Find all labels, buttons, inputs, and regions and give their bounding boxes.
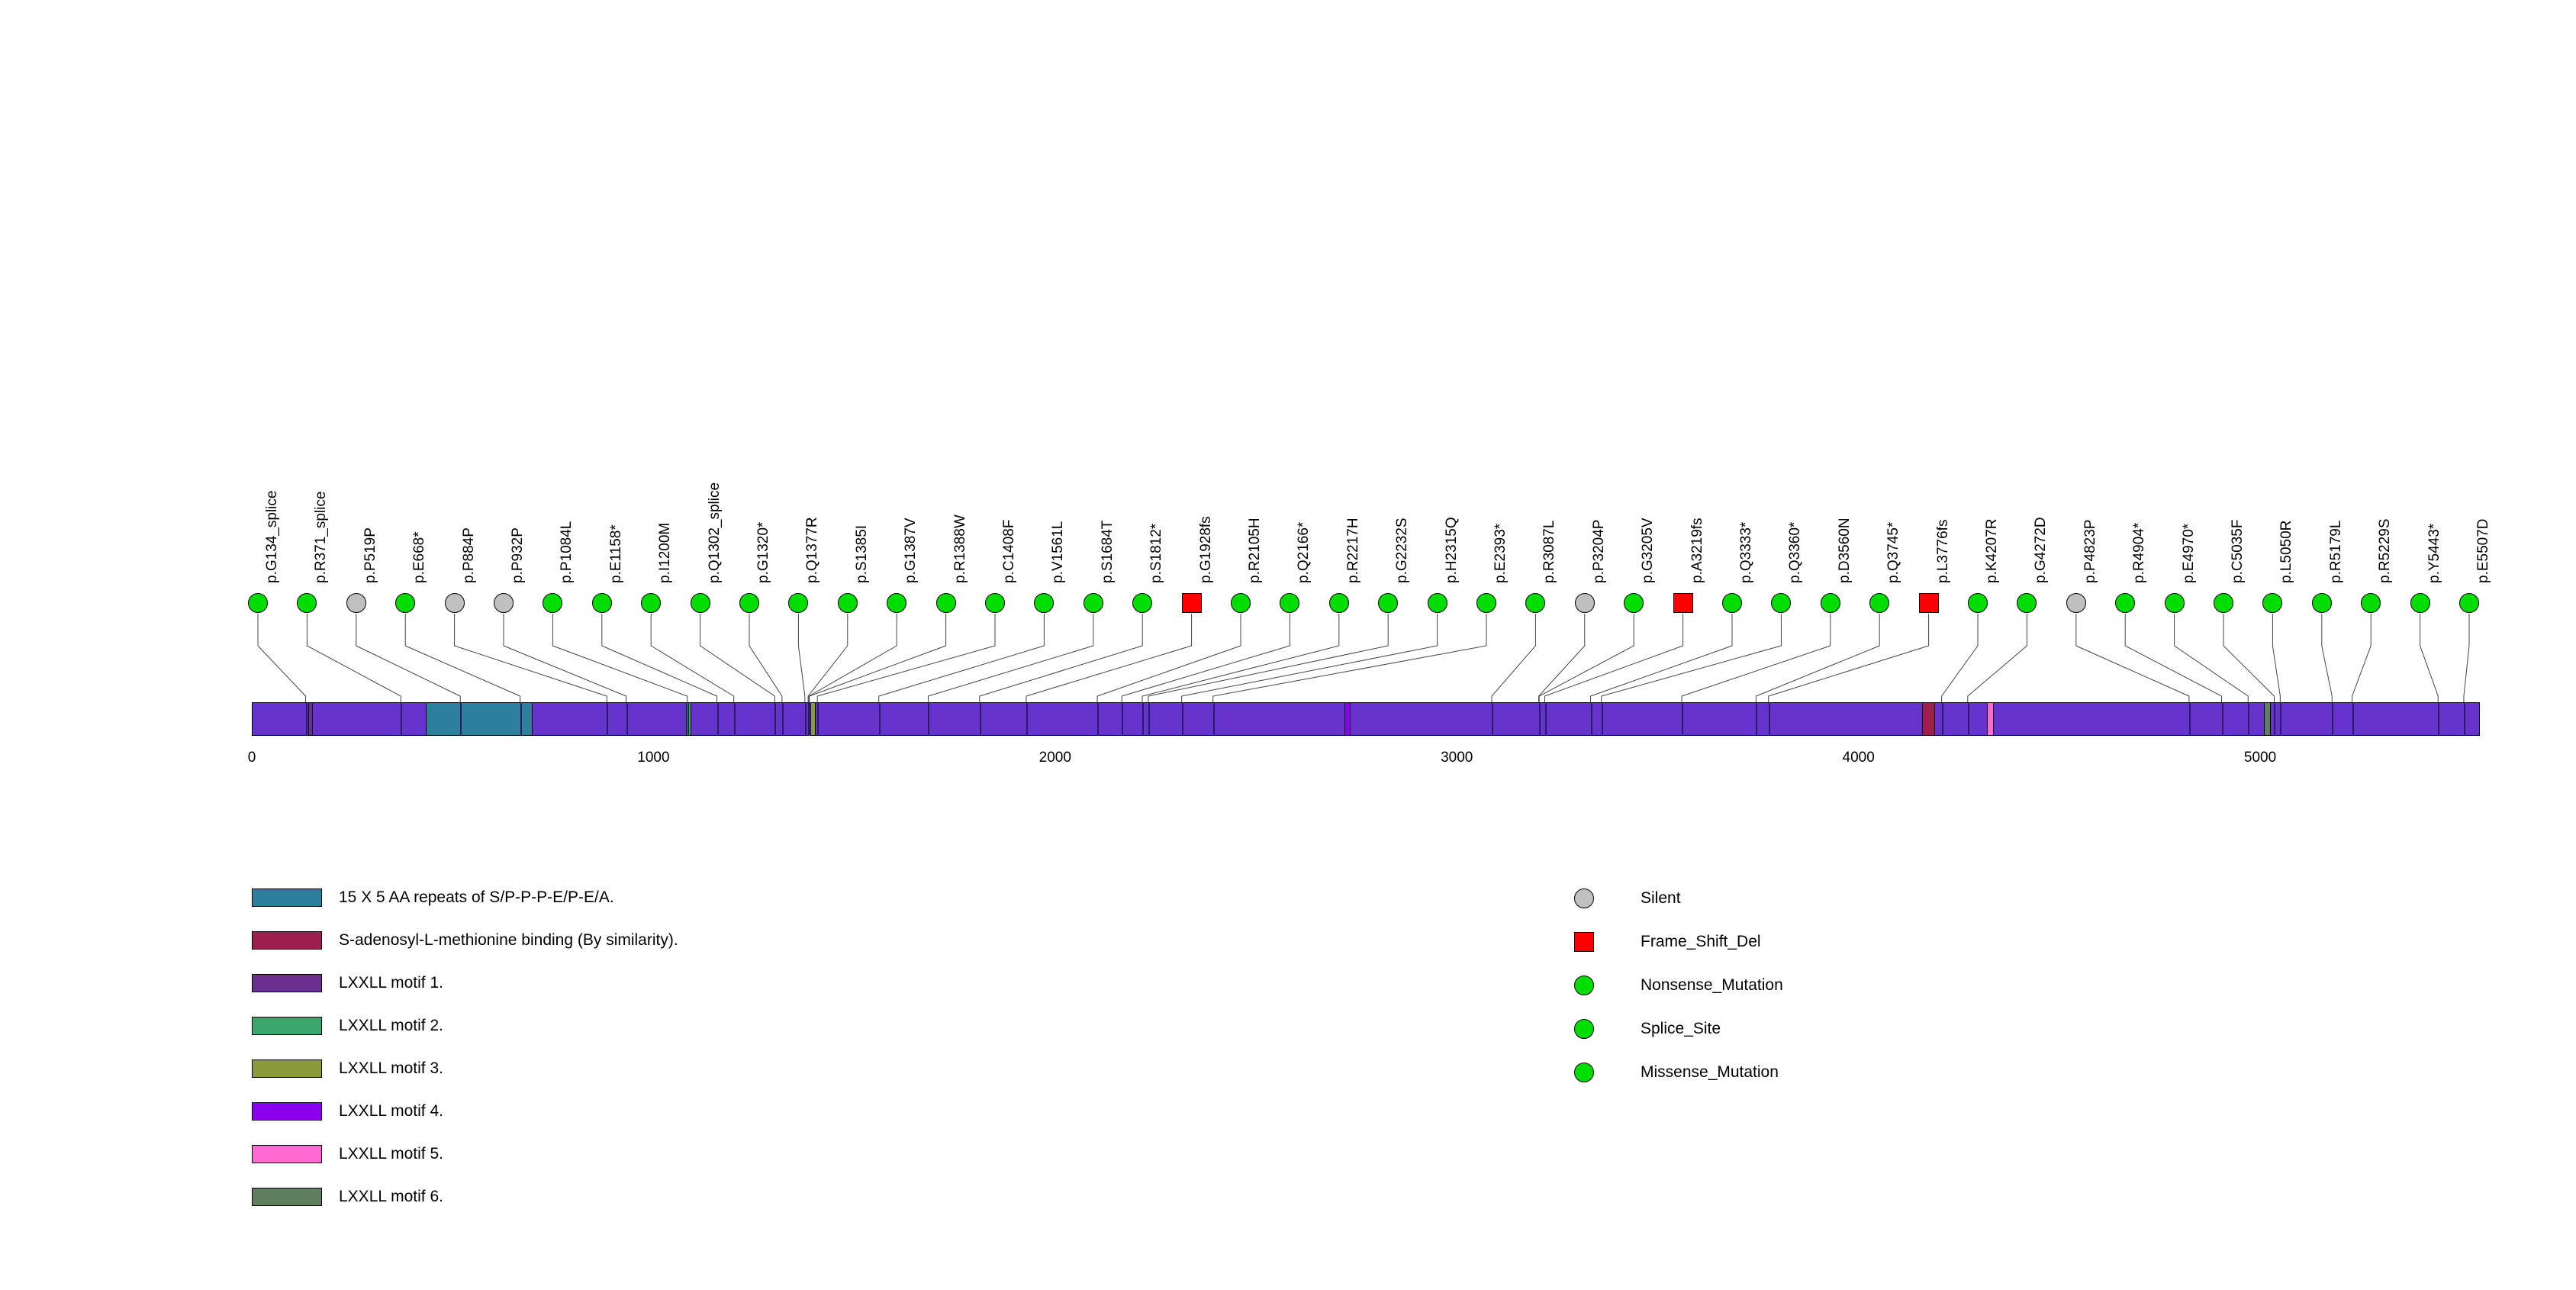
mutation-marker[interactable] [297,593,317,613]
mutation-marker[interactable] [2017,593,2037,613]
mutation-legend-swatch [1574,976,1594,995]
mutation-marker-wrap[interactable] [2165,593,2185,613]
domain-legend-item[interactable] [252,1047,678,1090]
mutation-marker-wrap[interactable] [543,593,562,613]
mutation-marker[interactable] [838,593,858,613]
mutation-marker[interactable] [2165,593,2185,613]
mutation-label: p.G134_splice [264,490,280,583]
mutation-marker-wrap[interactable] [887,593,906,613]
domain-legend-label: LXXLL motif 6. [339,1188,443,1205]
mutation-marker-wrap[interactable] [592,593,612,613]
mutation-label: p.Q1377R [804,517,821,583]
mutation-label: p.R3087L [1541,520,1558,583]
mutation-label: p.S1812* [1148,523,1165,583]
mutation-marker[interactable] [936,593,956,613]
mutation-position-tick [717,702,719,736]
domain-legend-item[interactable] [252,876,678,919]
mutation-marker-wrap[interactable] [2214,593,2233,613]
domain-box[interactable] [2264,702,2270,736]
mutation-marker-wrap[interactable] [346,593,366,613]
mutation-position-tick [2274,702,2275,736]
mutation-marker-wrap[interactable] [1722,593,1742,613]
domain-legend-item[interactable] [252,1176,678,1218]
mutation-position-tick [2222,702,2223,736]
mutation-position-tick [980,702,981,736]
mutation-label: p.L3776fs [1934,519,1951,583]
axis-tick-label: 3000 [1441,750,1473,766]
domain-legend-item[interactable] [252,919,678,962]
mutation-marker-wrap[interactable] [1428,593,1447,613]
mutation-legend-swatch-wrap [1549,932,1619,952]
domain-legend-swatch [252,974,322,992]
mutation-position-tick [2438,702,2439,736]
mutation-label: p.H2315Q [1443,517,1460,583]
mutation-legend-item[interactable] [1549,963,1783,1007]
mutation-marker[interactable] [2115,593,2135,613]
axis-tick-label: 5000 [2243,750,2277,766]
mutation-position-tick [2189,702,2191,736]
mutation-label: p.R5229S [2377,518,2394,583]
mutation-marker[interactable] [1673,593,1693,613]
mutation-label: p.E2393* [1492,523,1509,583]
mutation-label: p.I1200M [657,522,674,583]
domain-box[interactable] [426,702,533,736]
mutation-marker-wrap[interactable] [1771,593,1791,613]
domain-legend-item[interactable] [252,962,678,1005]
mutation-position-tick [928,702,929,736]
mutation-marker[interactable] [1182,593,1202,613]
mutation-legend-swatch-wrap [1549,1063,1619,1082]
mutation-legend-label: Missense_Mutation [1641,1063,1779,1081]
mutation-marker[interactable] [788,593,808,613]
mutation-marker[interactable] [641,593,661,613]
mutation-position-tick [1492,702,1493,736]
mutation-marker[interactable] [1084,593,1103,613]
mutation-position-tick [1148,702,1150,736]
mutation-marker[interactable] [739,593,759,613]
mutation-marker-wrap[interactable] [739,593,759,613]
mutation-legend-swatch-wrap [1549,1019,1619,1039]
mutation-marker[interactable] [1476,593,1496,613]
mutation-legend-swatch [1574,1019,1594,1039]
mutation-marker-wrap[interactable] [1624,593,1644,613]
mutation-position-tick [2248,702,2249,736]
domain-legend-label: 15 X 5 AA repeats of S/P-P-P-E/P-E/A. [339,888,614,906]
mutation-label: p.C5035F [2230,519,2246,583]
domain-box[interactable] [1344,702,1351,736]
mutation-marker-wrap[interactable] [2115,593,2135,613]
mutation-marker[interactable] [1624,593,1644,613]
mutation-marker-wrap[interactable] [1525,593,1545,613]
mutation-marker-wrap[interactable] [2361,593,2381,613]
mutation-label: p.G3205V [1640,518,1657,583]
mutation-label: p.D3560N [1836,518,1853,583]
mutation-marker-wrap[interactable] [641,593,661,613]
mutation-position-tick [626,702,628,736]
mutation-legend-swatch [1574,888,1594,908]
mutation-marker[interactable] [1231,593,1251,613]
mutation-label: p.Q2166* [1296,521,1312,583]
mutation-legend-item[interactable] [1549,1050,1783,1094]
mutation-marker[interactable] [346,593,366,613]
mutation-marker-wrap[interactable] [1575,593,1595,613]
mutation-label: p.G1320* [755,521,771,583]
mutation-marker[interactable] [1919,593,1939,613]
mutation-legend-item[interactable] [1549,876,1783,920]
mutation-label: p.K4207R [1984,518,2000,583]
domain-legend-swatch [252,1102,322,1121]
mutation-label: p.Q3360* [1787,521,1804,583]
mutation-marker-wrap[interactable] [788,593,808,613]
mutation-position-tick [1942,702,1943,736]
mutation-marker[interactable] [1722,593,1742,613]
mutation-legend-swatch [1574,1063,1594,1082]
domain-legend-swatch [252,1145,322,1163]
mutation-legend-swatch-wrap [1549,888,1619,908]
mutation-marker-wrap[interactable] [2262,593,2282,613]
mutation-label: p.P884P [460,527,477,583]
mutation-marker[interactable] [2459,593,2479,613]
mutation-marker-wrap[interactable] [1084,593,1103,613]
mutation-label: p.G1928fs [1197,516,1214,583]
domain-legend-swatch [252,888,322,907]
mutation-marker-wrap[interactable] [248,593,268,613]
mutation-position-tick [1545,702,1547,736]
mutation-position-tick [1213,702,1215,736]
mutation-label: p.P3204P [1590,519,1607,583]
mutation-type-legend [1549,876,1783,1094]
domain-legend-label: S-adenosyl-L-methionine binding (By similarity). [339,931,678,949]
mutation-marker-wrap[interactable] [1231,593,1251,613]
mutation-position-tick [1182,702,1183,736]
mutation-label: p.S1684T [1099,520,1116,583]
mutation-marker-wrap[interactable] [1476,593,1496,613]
mutation-marker[interactable] [543,593,562,613]
mutation-marker[interactable] [2312,593,2332,613]
mutation-marker-wrap[interactable] [2410,593,2430,613]
mutation-marker-wrap[interactable] [2017,593,2037,613]
mutation-position-tick [817,702,819,736]
mutation-position-tick [2464,702,2465,736]
mutation-position-tick [1682,702,1683,736]
domain-legend-item[interactable] [252,1133,678,1176]
mutation-marker[interactable] [2262,593,2282,613]
mutation-label: p.R2217H [1344,518,1361,583]
mutation-position-tick [810,702,811,736]
domain-legend [252,876,678,1218]
mutation-label: p.R5179L [2327,520,2344,583]
mutation-label: p.G4272D [2033,517,2050,583]
mutation-marker[interactable] [494,593,514,613]
mutation-marker-wrap[interactable] [297,593,317,613]
mutation-label: p.G1387V [903,518,919,583]
mutation-label: p.L5050R [2278,520,2295,583]
mutation-position-tick [1097,702,1099,736]
mutation-label: p.E668* [411,531,428,583]
mutation-label: p.G2232S [1394,518,1411,583]
mutation-label: p.E1158* [607,524,624,583]
mutation-position-tick [306,702,308,736]
position-axis [247,748,2480,779]
mutation-marker[interactable] [691,593,710,613]
mutation-marker-wrap[interactable] [2459,593,2479,613]
mutation-marker-wrap[interactable] [936,593,956,613]
domain-legend-item[interactable] [252,1090,678,1133]
mutation-position-tick [1026,702,1028,736]
domain-legend-item[interactable] [252,1005,678,1047]
domain-box[interactable] [1922,702,1935,736]
mutation-marker[interactable] [1132,593,1152,613]
mutation-position-tick [782,702,784,736]
mutation-marker-wrap[interactable] [985,593,1005,613]
mutation-legend-label: Splice_Site [1641,1019,1721,1037]
mutation-position-tick [1756,702,1757,736]
mutation-marker-wrap[interactable] [2066,593,2086,613]
domain-legend-label: LXXLL motif 2. [339,1017,443,1034]
mutation-marker-wrap[interactable] [1034,593,1054,613]
mutation-legend-swatch [1574,932,1594,952]
mutation-marker-wrap[interactable] [445,593,465,613]
mutation-position-tick [687,702,689,736]
mutation-marker-wrap[interactable] [1329,593,1349,613]
axis-tick-label: 0 [247,750,256,766]
domain-box[interactable] [308,702,313,736]
mutation-label: p.R1388W [952,514,968,583]
mutation-marker[interactable] [1034,593,1054,613]
mutation-marker[interactable] [2214,593,2233,613]
domain-legend-label: LXXLL motif 4. [339,1102,443,1120]
mutation-label: p.C1408F [1001,519,1017,583]
mutation-marker[interactable] [248,593,268,613]
mutation-position-tick [1769,702,1770,736]
mutation-marker[interactable] [1525,593,1545,613]
mutation-marker-wrap[interactable] [1132,593,1152,613]
mutation-marker-wrap[interactable] [1919,593,1939,613]
mutation-position-tick [2280,702,2281,736]
domain-legend-label: LXXLL motif 3. [339,1059,443,1077]
mutation-position-tick [1122,702,1123,736]
mutation-marker[interactable] [445,593,465,613]
mutation-position-tick [2352,702,2354,736]
mutation-marker-wrap[interactable] [1280,593,1299,613]
mutation-marker[interactable] [1428,593,1447,613]
mutation-marker[interactable] [887,593,906,613]
mutation-label: p.A3219fs [1689,518,1705,583]
mutation-marker-wrap[interactable] [1378,593,1398,613]
mutation-marker[interactable] [2066,593,2086,613]
domain-legend-label: LXXLL motif 5. [339,1145,443,1163]
mutation-marker[interactable] [1771,593,1791,613]
mutation-position-tick [879,702,881,736]
mutation-marker[interactable] [2361,593,2381,613]
mutation-marker-wrap[interactable] [691,593,710,613]
domain-legend-swatch [252,931,322,950]
mutation-position-tick [460,702,462,736]
mutation-marker[interactable] [1280,593,1299,613]
mutation-legend-label: Nonsense_Mutation [1641,976,1783,994]
mutation-marker[interactable] [1378,593,1398,613]
mutation-label: p.P1084L [559,521,575,583]
mutation-position-tick [401,702,402,736]
mutation-position-tick [607,702,608,736]
mutation-position-tick [1602,702,1603,736]
mutation-marker[interactable] [395,593,415,613]
mutation-label: p.E5507D [2475,518,2491,583]
axis-tick-label: 4000 [1842,750,1875,766]
mutation-legend-label: Frame_Shift_Del [1641,932,1761,950]
axis-tick-label: 1000 [637,750,670,766]
mutation-marker-wrap[interactable] [494,593,514,613]
mutation-marker-wrap[interactable] [1968,593,1988,613]
mutation-label: p.Y5443* [2426,523,2442,583]
domain-legend-swatch [252,1059,322,1078]
mutation-position-tick [520,702,522,736]
mutation-marker-wrap[interactable] [1821,593,1840,613]
mutation-marker[interactable] [1869,593,1889,613]
domain-box[interactable] [810,702,816,736]
mutation-marker-wrap[interactable] [838,593,858,613]
axis-tick-label: 2000 [1038,750,1071,766]
mutation-marker-wrap[interactable] [1673,593,1693,613]
domain-legend-label: LXXLL motif 1. [339,974,443,992]
mutation-marker[interactable] [2410,593,2430,613]
mutation-label: p.E4970* [2180,523,2197,583]
mutation-label: p.R371_splice [313,491,330,583]
mutation-position-tick [805,702,807,736]
mutation-label: p.P4823P [2082,519,2098,583]
protein-backbone [252,702,2480,736]
mutation-position-tick [1539,702,1541,736]
protein-track [252,702,2480,736]
domain-box[interactable] [1987,702,1993,736]
mutation-label: p.P932P [510,527,526,583]
mutation-position-tick [774,702,776,736]
mutation-position-tick [1968,702,1969,736]
mutation-label: p.R2105H [1247,518,1263,583]
mutation-legend-item[interactable] [1549,920,1783,963]
mutation-marker[interactable] [1968,593,1988,613]
mutation-label: p.Q1302_splice [706,482,723,583]
mutation-label: p.S1385I [853,524,870,583]
domain-legend-swatch [252,1017,322,1035]
mutation-marker[interactable] [1821,593,1840,613]
mutation-position-tick [2332,702,2333,736]
mutation-label: p.Q3333* [1738,521,1754,583]
mutation-position-tick [1142,702,1144,736]
mutation-label: p.P519P [362,527,378,583]
mutation-marker-wrap[interactable] [2312,593,2332,613]
mutation-position-tick [734,702,736,736]
mutation-legend-label: Silent [1641,888,1681,907]
mutation-marker[interactable] [1575,593,1595,613]
mutation-legend-item[interactable] [1549,1007,1783,1050]
mutation-marker[interactable] [985,593,1005,613]
mutation-marker[interactable] [1329,593,1349,613]
mutation-marker-wrap[interactable] [1182,593,1202,613]
mutation-label: p.R4904* [2131,522,2148,583]
mutation-position-tick [1591,702,1592,736]
mutation-marker-wrap[interactable] [395,593,415,613]
mutation-label: p.V1561L [1050,521,1067,583]
mutation-label: p.Q3745* [1885,521,1902,583]
mutation-marker[interactable] [592,593,612,613]
domain-legend-swatch [252,1188,322,1206]
mutation-legend-swatch-wrap [1549,976,1619,995]
mutation-marker-wrap[interactable] [1869,593,1889,613]
